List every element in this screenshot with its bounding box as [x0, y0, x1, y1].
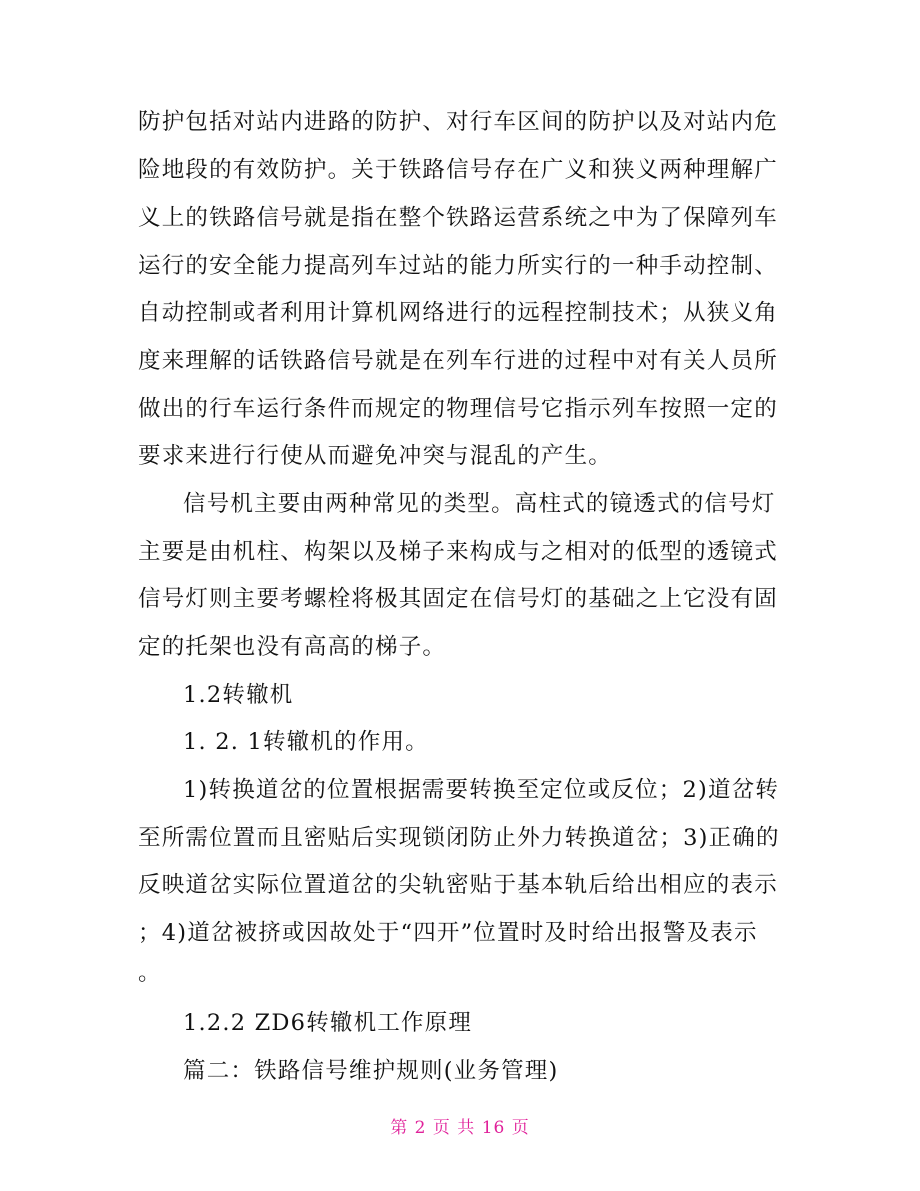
body-text-line: 1)转换道岔的位置根据需要转换至定位或反位；2)道岔转 [183, 777, 780, 803]
subsection-heading: 1.2.2 ZD6转辙机工作原理 [183, 1010, 473, 1036]
section-heading: 1.2转辙机 [183, 682, 294, 708]
body-text-line: 自动控制或者利用计算机网络进行的远程控制技术；从狭义角 [138, 300, 778, 326]
body-text-line: 做出的行车运行条件而规定的物理信号它指示列车按照一定的 [138, 396, 778, 422]
body-text-line: 信号灯则主要考螺栓将极其固定在信号灯的基础之上它没有固 [138, 586, 778, 612]
body-text-line: 信号机主要由两种常见的类型。高柱式的镜透式的信号灯 [183, 491, 776, 517]
body-text-line: 度来理解的话铁路信号就是在列车行进的过程中对有关人员所 [138, 348, 778, 374]
body-text-line: 防护包括对站内进路的防护、对行车区间的防护以及对站内危 [138, 109, 778, 135]
body-text-line: 义上的铁路信号就是指在整个铁路运营系统之中为了保障列车 [138, 205, 778, 231]
body-text-line: 运行的安全能力提高列车过站的能力所实行的一种手动控制、 [138, 253, 778, 279]
body-text-line: 主要是由机柱、构架以及梯子来构成与之相对的低型的透镜式 [138, 539, 778, 565]
part-heading: 篇二：铁路信号维护规则(业务管理) [183, 1058, 559, 1084]
body-text-line: 险地段的有效防护。关于铁路信号存在广义和狭义两种理解广 [138, 157, 778, 183]
body-text-line: 要求来进行行使从而避免冲突与混乱的产生。 [138, 443, 613, 469]
body-text-line: ；4)道岔被挤或因故处于“四开”位置时及时给出报警及表示 [138, 920, 758, 946]
page-number-footer: 第 2 页 共 16 页 [390, 1118, 530, 1138]
body-text-line: 至所需位置而且密贴后实现锁闭防止外力转换道岔；3)正确的 [138, 825, 780, 851]
body-text-line: 定的托架也没有高高的梯子。 [138, 634, 447, 660]
body-text-line: 。 [138, 960, 162, 986]
body-text-line: 反映道岔实际位置道岔的尖轨密贴于基本轨后给出相应的表示 [138, 872, 778, 898]
subsection-heading: 1. 2. 1转辙机的作用。 [183, 729, 429, 755]
